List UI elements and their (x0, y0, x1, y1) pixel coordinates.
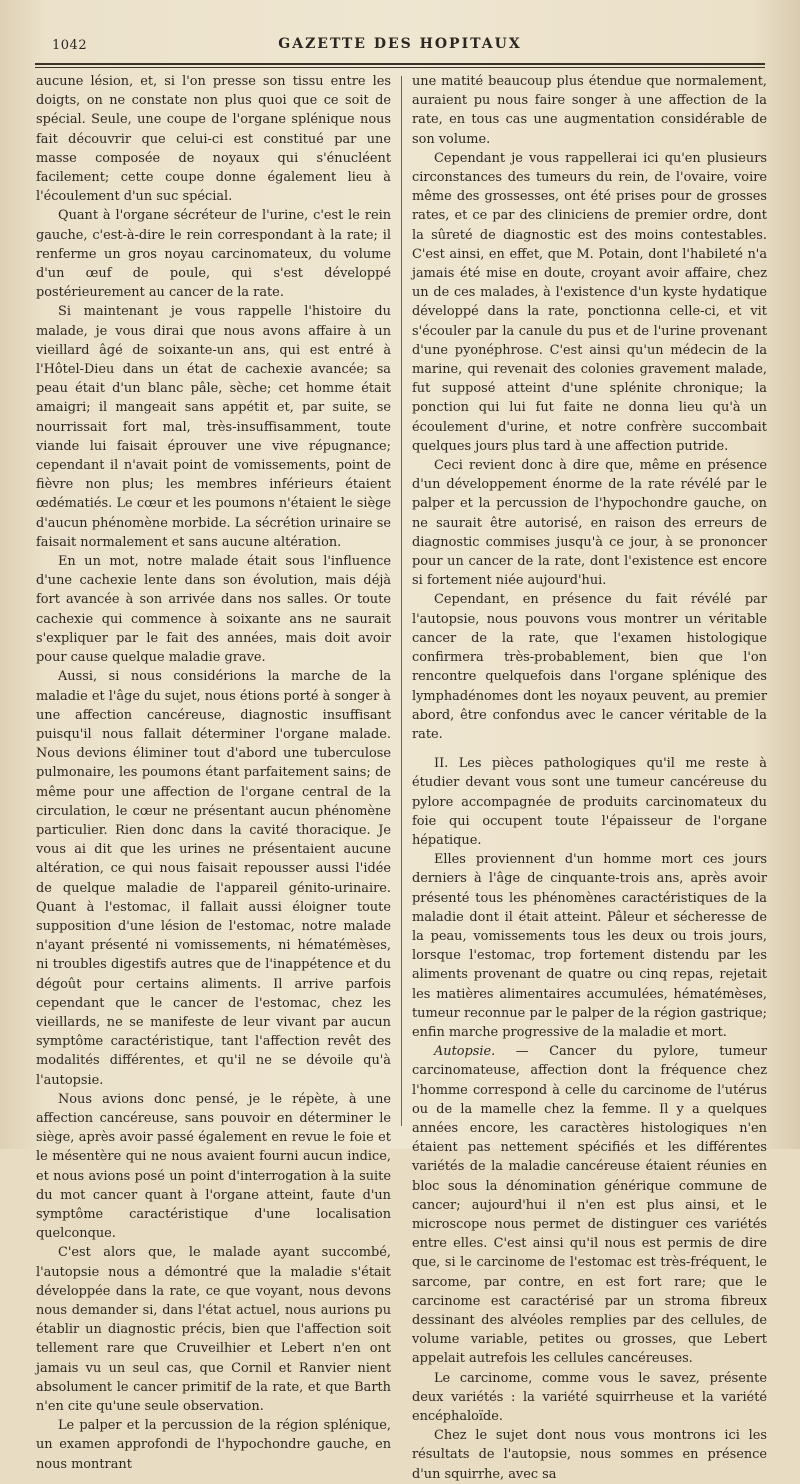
paragraph: Aussi, si nous considérions la marche de la maladie et l'âge du sujet, nous étions porté à songer à une affection cancéreuse, diagnostic insuffisant puisqu'il nous fallait déterminer l'organe malade. Nous devions éliminer tout d'abord une tuberculose pulmonaire, les poumons étant parfaitement sains; de même pour une affection de l'organe central de la circulation, le cœur ne présentant aucun phénomène particulier. Rien donc dans la cavité thoracique. Je vous ai dit que les urines ne présentaient aucune altération, ce qui nous faisait repousser aussi l'idée de quelque maladie de l'appareil génito-urinaire. Quant à l'estomac, il fallait aussi éloigner toute supposition d'une lésion de l'estomac, notre malade n'ayant présenté ni vomissements, ni hématémèses, ni troubles digestifs autres que de l'inappétence et du dégoût pour certains aliments. Il arrive parfois cependant que le cancer de l'estomac, chez les vieillards, ne se manifeste de leur vivant par aucun symptôme caractéristique, tant l'affection revêt des modalités différentes, et qu'il ne se dévoile qu'à l'autopsie. (36, 669, 391, 1088)
left-column (36, 72, 391, 1474)
paragraph: Le carcinome, comme vous le savez, présente deux variétés : la variété squirrheuse et la variété encéphaloïde. (412, 1370, 767, 1425)
paragraph: une matité beaucoup plus étendue que normalement, auraient pu nous faire songer à une affection de la rate, en tous cas une augmentation considérable de son volume. (412, 74, 767, 147)
page-header (40, 30, 760, 60)
paragraph: Chez le sujet dont nous vous montrons ici les résultats de l'autopsie, nous sommes en présence d'un squirrhe, avec sa (412, 1428, 767, 1482)
right-column (412, 72, 767, 1484)
paragraph: Quant à l'organe sécréteur de l'urine, c'est le rein gauche, c'est-à-dire le rein correspondant à la rate; il renferme un gros noyau carcinomateux, du volume d'un œuf de poule, qui s'est développé postérieurement au cancer de la rate. (36, 208, 391, 301)
paragraph: Ceci revient donc à dire que, même en présence d'un développement énorme de la rate révélé par le palper et la percussion de l'hypochondre gauche, on ne saurait être autorisé, en raison des erreurs de diagnostic commises jusqu'à ce jour, à se prononcer pour un cancer de la rate, dont l'existence est encore si fortement niée aujourd'hui. (412, 458, 767, 589)
paragraph: Nous avions donc pensé, je le répète, à une affection cancéreuse, sans pouvoir en déterminer le siège, après avoir passé également en revue le foie et le mésentère qui ne nous avaient fourni aucun indice, et nous avions posé un point d'interrogation à la suite du mot cancer quant à l'organe atteint, faute d'un symptôme caractéristique d'une localisation quelconque. (36, 1091, 391, 1242)
paragraph: Le palper et la percussion de la région splénique, un examen approfondi de l'hypochondre gauche, en nous montrant (36, 1418, 391, 1472)
column-divider (401, 76, 402, 1126)
autopsy-label: Autopsie. — (434, 1044, 529, 1060)
paragraph: C'est alors que, le malade ayant succombé, l'autopsie nous a démontré que la maladie s'était développée dans la rate, ce que voyant, nous devons nous demander si, dans l'état actuel, nous aurions pu établir un diagnostic précis, bien que l'affection soit tellement rare que Cruveilhier et Lebert n'en ont jamais vu un seul cas, que Cornil et Ranvier nient absolument le cancer primitif de la rate, et que Barth n'en cite qu'une seule observation. (36, 1245, 391, 1415)
paragraph: aucune lésion, et, si l'on presse son tissu entre les doigts, on ne constate non plus quoi que ce soit de spécial. Seule, une coupe de l'organe splénique nous fait découvrir que celui-ci est constitué par une masse composée de noyaux qui s'énucléent facilement; cette coupe donne également lieu à l'écoulement d'un suc spécial. (36, 74, 391, 205)
paragraph: Si maintenant je vous rappelle l'histoire du malade, je vous dirai que nous avons affaire à un vieillard âgé de soixante-un ans, qui est entré à l'Hôtel-Dieu dans un état de cachexie avancée; sa peau était d'un blanc pâle, sèche; cet homme était amaigri; il mangeait sans appétit et, par suite, se nourrissait fort mal, très-insuffisamment, toute viande lui faisait éprouver une vive répugnance; cependant il n'avait point de vomissements, point de fièvre non plus; les membres inférieurs étaient œdématiés. Le cœur et les poumons n'étaient le siège d'aucun phénomène morbide. La sécrétion urinaire se faisait normalement et sans aucune altération. (36, 304, 391, 550)
paragraph: Cependant je vous rappellerai ici qu'en plusieurs circonstances des tumeurs du rein, de l'ovaire, voire même des grossesses, ont été prises pour de grosses rates, et ce par des cliniciens de premier ordre, dont la sûreté de diagnostic est des moins contestables. C'est ainsi, en effet, que M. Potain, dont l'habileté n'a jamais été mise en doute, croyant avoir affaire, chez un de ces malades, à l'existence d'un kyste hydatique développé dans la rate, ponctionna celle-ci, et vit s'écouler par la canule du pus et de l'urine provenant d'une pyonéphrose. C'est ainsi qu'un médecin de la marine, qui revenait des colonies gravement malade, fut supposé atteint d'une splénite chronique; la ponction qui lui fut faite ne donna lieu qu'à un écoulement d'urine, et notre confrère succombait quelques jours plus tard à une affection putride. (412, 150, 767, 454)
journal-title: GAZETTE DES HOPITAUX (278, 36, 522, 52)
page-number: 1042 (52, 38, 88, 53)
section-paragraph: II. Les pièces pathologiques qu'il me reste à étudier devant vous sont une tumeur cancéreuse du pylore accompagnée de produits carcinomateux du foie qui occupent toute l'épaisseur de l'organe hépatique. (412, 756, 767, 848)
paragraph: Cependant, en présence du fait révélé par l'autopsie, nous pouvons vous montrer un véritable cancer de la rate, que l'examen histologique confirmera très-probablement, bien que l'on rencontre quelquefois dans l'organe splénique des lymphadénomes dont les noyaux peuvent, au premier abord, être confondus avec le cancer véritable de la rate. (412, 592, 767, 742)
paragraph: Elles proviennent d'un homme mort ces jours derniers à l'âge de cinquante-trois ans, après avoir présenté tous les phénomènes caractéristiques de la maladie dont il était atteint. Pâleur et sécheresse de la peau, vomissements tous les deux ou trois jours, lorsque l'estomac, trop fortement distendu par les aliments provenant de quatre ou cinq repas, rejetait les matières alimentaires accumulées, hématémèses, tumeur reconnue par le palper de la région gastrique; enfin marche progressive de la maladie et mort. (412, 852, 767, 1040)
header-rule (35, 63, 765, 68)
autopsy-text: Cancer du pylore, tumeur carcinomateuse, affection dont la fréquence chez l'homme correspond à celle du carcinome de l'utérus ou de la mamelle chez la femme. Il y a quelques années encore, les caractères histologiques n'en étaient pas nettement spécifiés et les différentes variétés de la maladie cancéreuse étaient réunies en bloc sous la dénomination générique commune de cancer; aujourd'hui il n'en est plus ainsi, et le microscope nous permet de distinguer ces variétés entre elles. C'est ainsi qu'il nous est permis de dire que, si le carcinome de l'estomac est très-fréquent, le sarcome, par contre, en est fort rare; que le carcinome est caractérisé par un stroma fibreux dessinant des alvéoles remplies par des cellules, de volume variable, petites ou grosses, que Lebert appelait autrefois les cellules cancéreuses. (412, 1044, 767, 1367)
paragraph (412, 1042, 767, 1368)
paragraph: En un mot, notre malade était sous l'influence d'une cachexie lente dans son évolution, mais déjà fort avancée à son arrivée dans nos salles. Or toute cachexie qui commence à soixante ans ne saurait s'expliquer par le fait des années, mais doit avoir pour cause quelque maladie grave. (36, 554, 391, 666)
